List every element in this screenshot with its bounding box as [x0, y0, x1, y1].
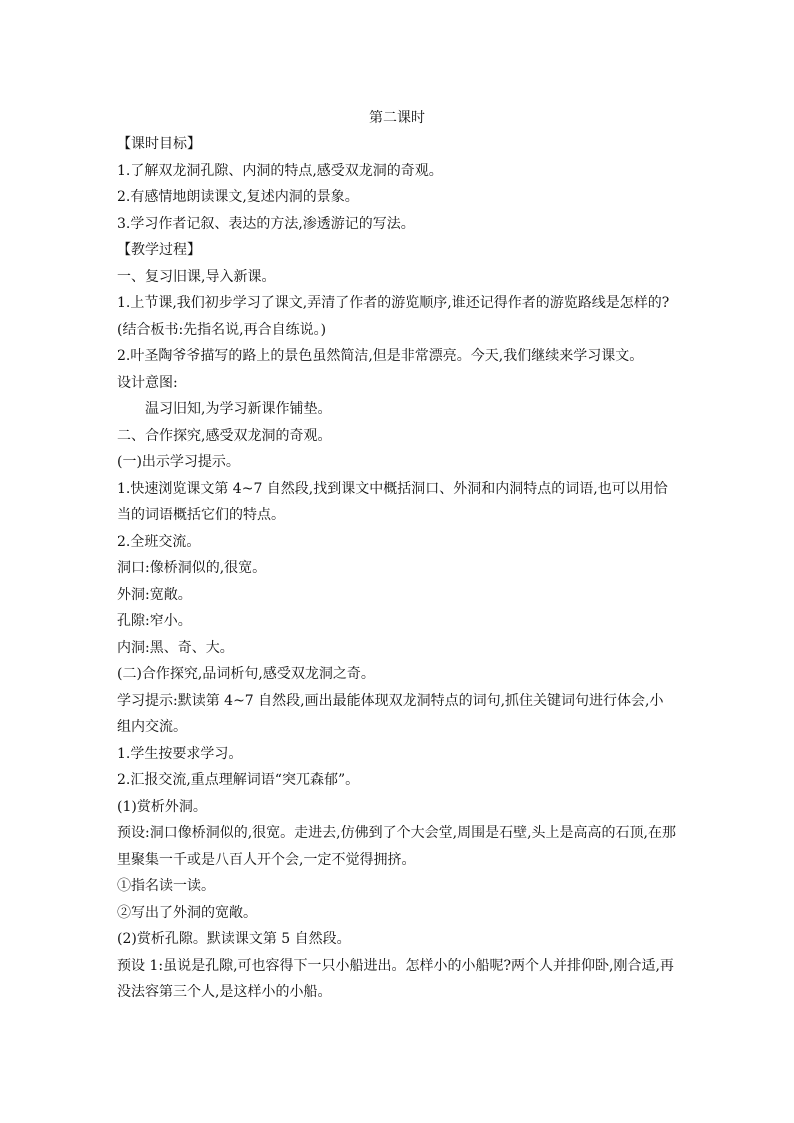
paragraph: 1.快速浏览课文第 4~7 自然段,找到课文中概括洞口、外洞和内洞特点的词语,也可以用恰当的词语概括它们的特点。: [117, 480, 668, 523]
paragraph: 2.叶圣陶爷爷描写的路上的景色虽然简洁,但是非常漂亮。今天,我们继续来学习课文。: [117, 348, 644, 364]
design-intent-text: 温习旧知,为学习新课作铺垫。: [145, 401, 332, 417]
list-item: ①指名读一读。: [117, 878, 215, 894]
list-item: 洞口:像桥洞似的,很宽。: [117, 560, 267, 576]
list-item: ②写出了外洞的宽敞。: [117, 904, 257, 921]
list-item: 内洞:黑、奇、大。: [117, 639, 234, 656]
list-item: 外洞:宽敞。: [117, 586, 192, 603]
section-heading-process: 【教学过程】: [117, 242, 201, 258]
section-heading-objectives: 【课时目标】: [117, 136, 201, 152]
objective-item: 1.了解双龙洞孔隙、内洞的特点,感受双龙洞的奇观。: [117, 162, 443, 179]
paragraph: 预设:洞口像桥洞似的,很宽。走进去,仿佛到了个大会堂,周围是石壁,头上是高高的石顶,在那里聚集一千或是八百人开个会,一定不觉得拥挤。: [117, 825, 676, 868]
objective-item: 3.学习作者记叙、表达的方法,渗透游记的写法。: [117, 215, 415, 232]
sub-heading: (2)赏析孔隙。默读课文第 5 自然段。: [117, 931, 351, 947]
document-body: [117, 105, 677, 1006]
paragraph: 2.汇报交流,重点理解词语“突兀森郁”。: [117, 772, 360, 788]
step-heading: 一、复习旧课,导入新课。: [117, 268, 276, 285]
paragraph: 学习提示:默读第 4~7 自然段,画出最能体现双龙洞特点的词句,抓住关键词句进行体会,小组内交流。: [117, 692, 664, 735]
step-heading: 二、合作探究,感受双龙洞的奇观。: [117, 427, 332, 444]
list-item: 孔隙:窄小。: [117, 613, 192, 629]
design-intent-label: 设计意图:: [117, 374, 178, 391]
sub-heading: (二)合作探究,品词析句,感受双龙洞之奇。: [117, 666, 375, 682]
sub-heading: (一)出示学习提示。: [117, 454, 240, 470]
page-title: 第二课时: [369, 110, 425, 126]
paragraph: 2.全班交流。: [117, 533, 201, 550]
objective-item: 2.有感情地朗读课文,复述内洞的景象。: [117, 189, 359, 205]
sub-heading: (1)赏析外洞。: [117, 798, 207, 815]
paragraph: 1.学生按要求学习。: [117, 745, 243, 762]
paragraph: 1.上节课,我们初步学习了课文,弄清了作者的游览顺序,谁还记得作者的游览路线是怎样的?(结合板书:先指名说,再合自练说。): [117, 295, 670, 338]
paragraph: 预设 1:虽说是孔隙,可也容得下一只小船进出。怎样小的小船呢?两个人并排仰卧,刚合适,再没法容第三个人,是这样小的小船。: [117, 957, 674, 1000]
